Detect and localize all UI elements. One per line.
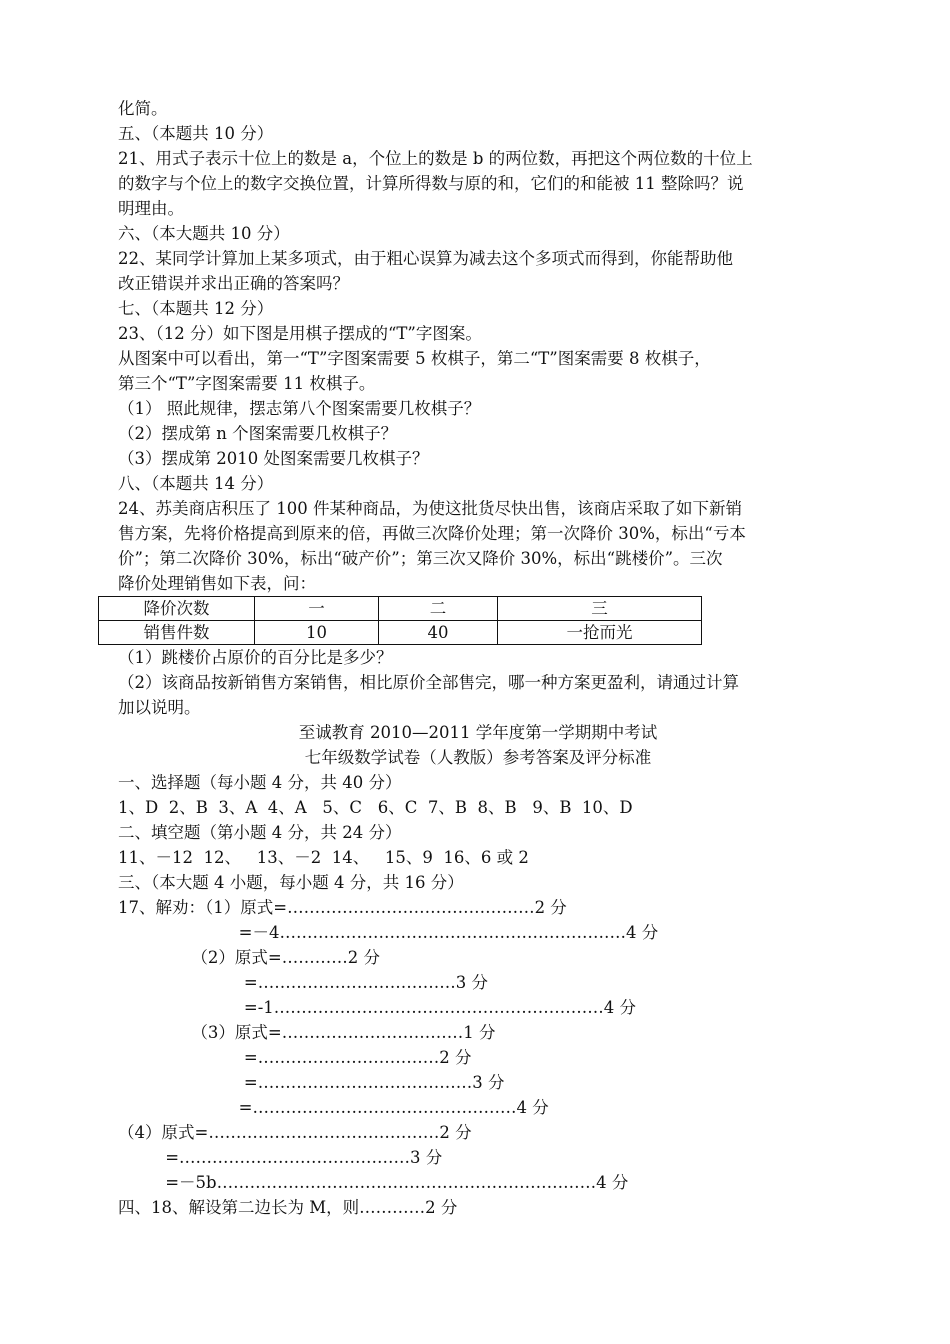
answer-line: =……………………………2 分 (118, 1048, 472, 1067)
section-heading: 七、（本题共 12 分） (118, 299, 274, 318)
text-line: 从图案中可以看出，第一“T”字图案需要 5 枚棋子，第二“T”图案需要 8 枚棋子， (118, 349, 711, 368)
text-line: （2）该商品按新销售方案销售，相比原价全部售完，哪一种方案更盈利，请通过计算 (118, 673, 739, 692)
answer-block (118, 770, 838, 1220)
text-line: 第三个“T”字图案需要 11 枚棋子。 (118, 374, 376, 393)
table-cell: 销售件数 (99, 621, 255, 645)
section-heading: 八、（本题共 14 分） (118, 474, 274, 493)
answer-subtitle: 七年级数学试卷（人教版）参考答案及评分标准 (304, 748, 652, 767)
answer-line: （4）原式=……………………………………2 分 (118, 1123, 472, 1142)
answer-line: =-1……………………………………………………4 分 (118, 998, 637, 1017)
sales-table (98, 596, 702, 645)
text-line: 明理由。 (118, 199, 184, 218)
text-line: （3）摆成第 2010 处图案需要几枚棋子？ (118, 449, 429, 468)
table-cell: 降价次数 (99, 597, 255, 621)
table-cell: 一 (255, 597, 379, 621)
answer-line: 17、解劝：（1）原式=………………………………………2 分 (118, 898, 567, 917)
text-line: 23、（12 分）如下图是用棋子摆成的“T”字图案。 (118, 324, 482, 343)
answer-line: 1、D 2、B 3、A 4、A 5、C 6、C 7、B 8、B 9、B 10、D (118, 798, 633, 817)
text-line: （1）跳楼价占原价的百分比是多少？ (118, 648, 393, 667)
answer-line: =－4………………………………………………………4 分 (118, 923, 659, 942)
answer-line: （2）原式=…………2 分 (118, 948, 380, 967)
answer-line: =－5b……………………………………………………………4 分 (118, 1173, 629, 1192)
answer-line: 四、18、解设第二边长为 M，则…………2 分 (118, 1198, 458, 1217)
text-line: 化简。 (118, 99, 168, 118)
section-heading: 六、（本大题共 10 分） (118, 224, 290, 243)
text-line: 加以说明。 (118, 698, 201, 717)
answer-title: 至诚教育 2010—2011 学年度第一学期期中考试 (298, 723, 658, 742)
table-cell: 三 (498, 597, 702, 621)
table-cell: 10 (255, 621, 379, 645)
table-cell: 40 (379, 621, 498, 645)
text-line: 改正错误并求出正确的答案吗？ (118, 274, 349, 293)
table-row (99, 597, 702, 621)
table-cell: 二 (379, 597, 498, 621)
question-block-top (118, 96, 838, 596)
table-row (99, 621, 702, 645)
text-line: （1） 照此规律，摆志第八个图案需要几枚棋子？ (118, 399, 481, 418)
section-heading: 一、选择题（每小题 4 分，共 40 分） (118, 773, 402, 792)
section-heading: 二、填空题（第小题 4 分，共 24 分） (118, 823, 402, 842)
text-line: 的数字与个位上的数字交换位置，计算所得数与原的和，它们的和能被 11 整除吗？说 (118, 174, 744, 193)
section-heading: 三、（本大题 4 小题，每小题 4 分，共 16 分） (118, 873, 464, 892)
answer-line: =……………………………………3 分 (118, 1148, 443, 1167)
table-cell: 一抢而光 (498, 621, 702, 645)
text-line: 22、某同学计算加上某多项式，由于粗心误算为减去这个多项式而得到，你能帮助他 (118, 249, 733, 268)
answer-line: 11、－12 12、 13、－2 14、 15、9 16、6 或 2 (118, 848, 529, 867)
answer-line: =…………………………………………4 分 (118, 1098, 549, 1117)
text-line: 24、苏美商店积压了 100 件某种商品，为使这批货尽快出售，该商店采取了如下新销 (118, 499, 742, 518)
text-line: 价”；第二次降价 30%，标出“破产价”；第三次又降价 30%，标出“跳楼价”。三次 (118, 549, 723, 568)
answer-line: （3）原式=……………………………1 分 (118, 1023, 496, 1042)
text-line: 售方案，先将价格提高到原来的倍，再做三次降价处理；第一次降价 30%，标出“亏本 (118, 524, 746, 543)
document-page (118, 96, 838, 1220)
text-line: （2）摆成第 n 个图案需要几枚棋子？ (118, 424, 398, 443)
text-line: 降价处理销售如下表，问： (118, 574, 316, 593)
section-heading: 五、（本题共 10 分） (118, 124, 274, 143)
text-line: 21、用式子表示十位上的数是 a，个位上的数是 b 的两位数，再把这个两位数的十位上 (118, 149, 753, 168)
question-block-mid (118, 645, 838, 720)
answer-line: =…………………………………3 分 (118, 1073, 505, 1092)
answer-line: =………………………………3 分 (118, 973, 488, 992)
